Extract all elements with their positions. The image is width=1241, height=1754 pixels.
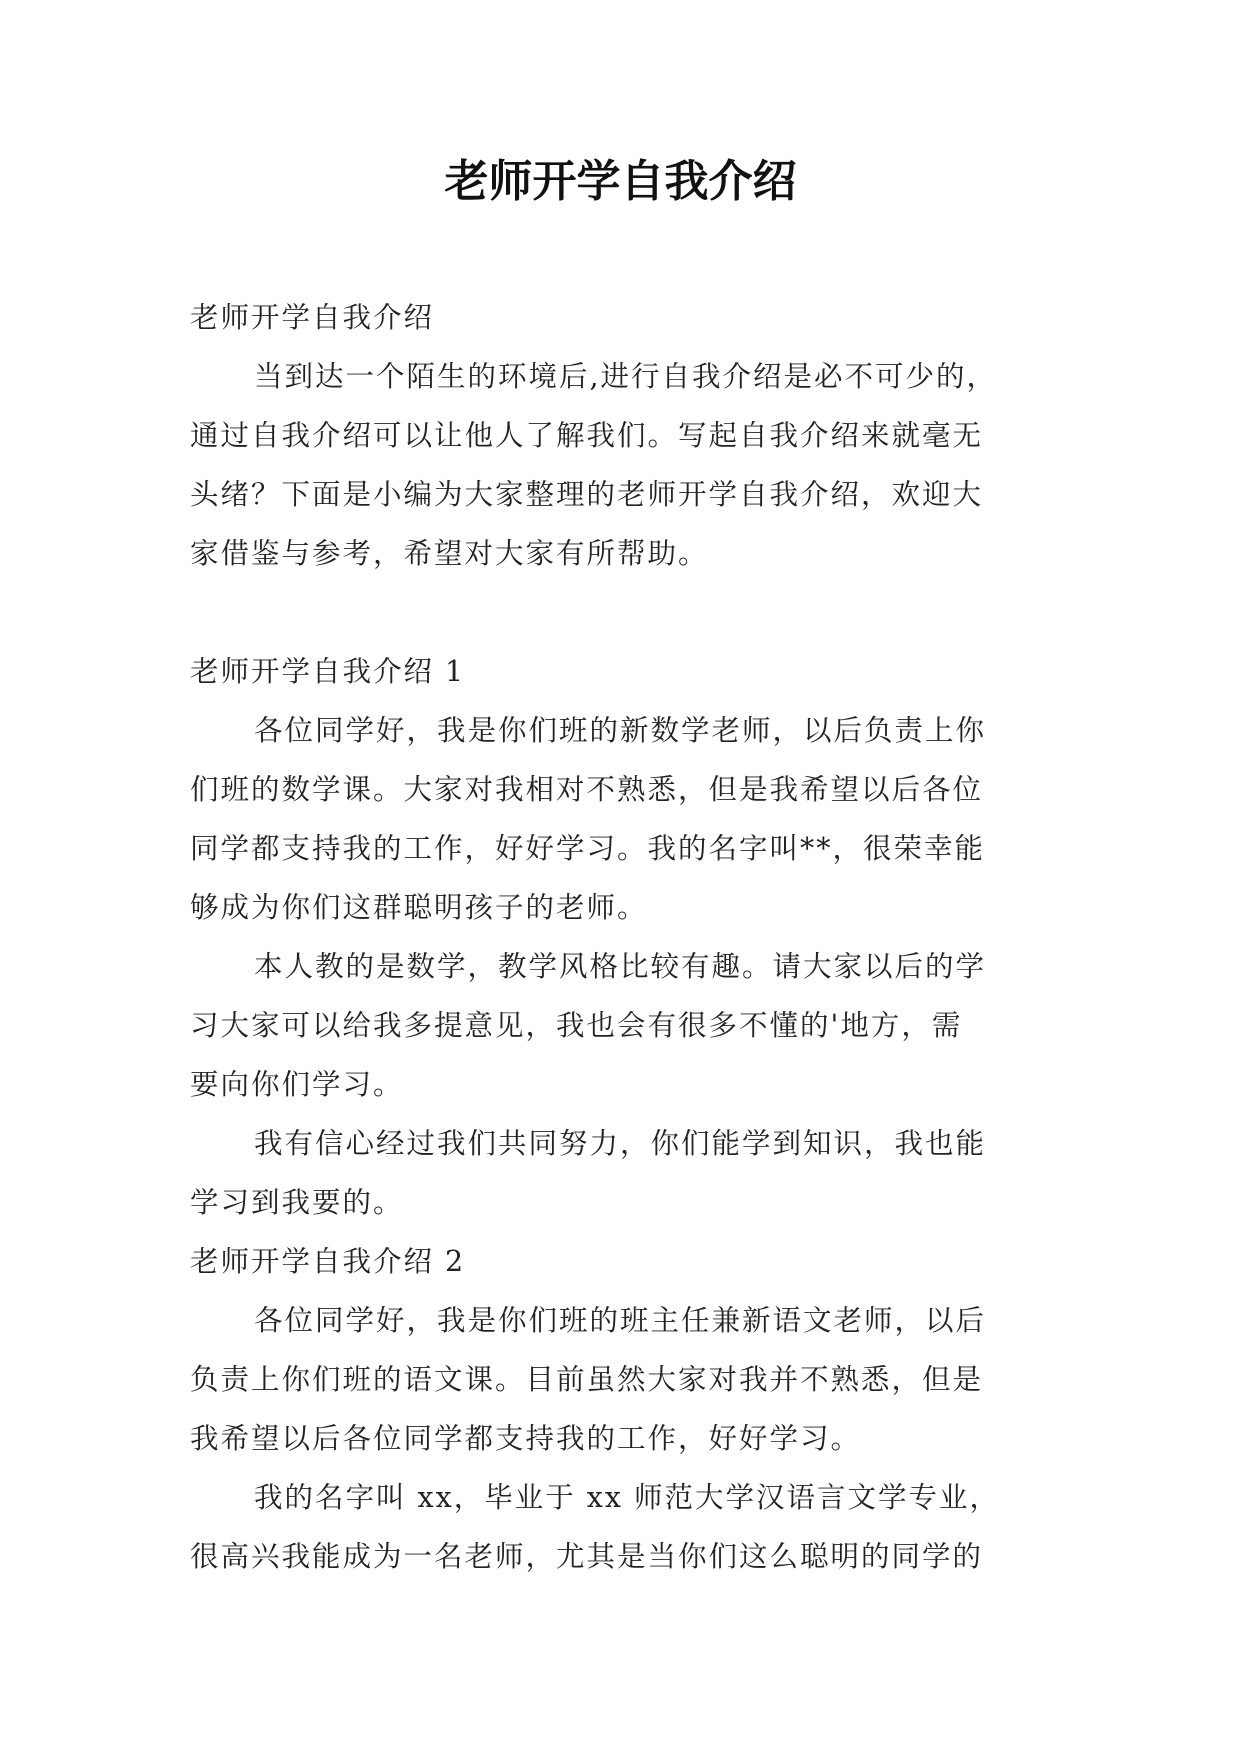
- section-2-heading: 老师开学自我介绍 2: [190, 1245, 466, 1278]
- paragraph-line: 我有信心经过我们共同努力，你们能学到知识，我也能: [254, 1127, 987, 1160]
- paragraph-line: 各位同学好，我是你们班的班主任兼新语文老师，以后: [254, 1304, 987, 1337]
- document-body: [190, 288, 1052, 1586]
- intro-paragraph: [190, 347, 1052, 583]
- section-1-paragraph-1: [190, 701, 1052, 937]
- paragraph-line: 家借鉴与参考，希望对大家有所帮助。: [190, 537, 709, 570]
- paragraph-line: 各位同学好，我是你们班的新数学老师，以后负责上你: [254, 714, 987, 747]
- paragraph-gap: [190, 583, 1052, 642]
- section-2-paragraph-1: [190, 1291, 1052, 1468]
- document-title: 老师开学自我介绍: [444, 156, 797, 207]
- paragraph-line: 通过自我介绍可以让他人了解我们。写起自我介绍来就毫无: [190, 419, 984, 452]
- paragraph-line: 我的名字叫 xx，毕业于 xx 师范大学汉语言文学专业，: [254, 1481, 1000, 1514]
- section-1-paragraph-2: [190, 937, 1052, 1114]
- paragraph-line: 要向你们学习。: [190, 1068, 404, 1101]
- paragraph-line: 同学都支持我的工作，好好学习。我的名字叫**，很荣幸能: [190, 832, 986, 865]
- paragraph-line: 本人教的是数学，教学风格比较有趣。请大家以后的学: [254, 950, 987, 983]
- paragraph-line: 学习到我要的。: [190, 1186, 404, 1219]
- paragraph-line: 负责上你们班的语文课。目前虽然大家对我并不熟悉，但是: [190, 1363, 984, 1396]
- section-1-heading: 老师开学自我介绍 1: [190, 655, 466, 688]
- paragraph-line: 习大家可以给我多提意见，我也会有很多不懂的'地方，需: [190, 1009, 963, 1042]
- subtitle: 老师开学自我介绍: [190, 301, 435, 334]
- paragraph-line: 头绪？下面是小编为大家整理的老师开学自我介绍，欢迎大: [190, 478, 984, 511]
- section-2-paragraph-2: [190, 1468, 1052, 1586]
- paragraph-line: 我希望以后各位同学都支持我的工作，好好学习。: [190, 1422, 862, 1455]
- section-1-paragraph-3: [190, 1114, 1052, 1232]
- paragraph-line: 们班的数学课。大家对我相对不熟悉，但是我希望以后各位: [190, 773, 984, 806]
- paragraph-line: 够成为你们这群聪明孩子的老师。: [190, 891, 648, 924]
- paragraph-line: 当到达一个陌生的环境后,进行自我介绍是必不可少的，: [254, 360, 998, 393]
- paragraph-line: 很高兴我能成为一名老师，尤其是当你们这么聪明的同学的: [190, 1540, 984, 1573]
